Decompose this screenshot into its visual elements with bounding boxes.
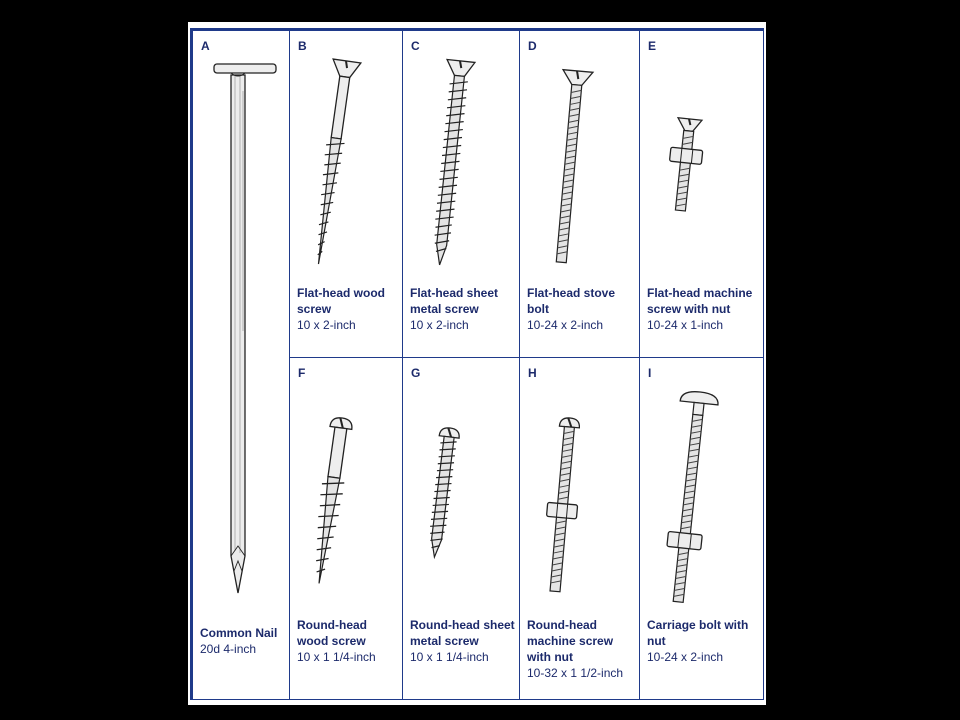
cell-d bbox=[519, 30, 640, 358]
carriage-bolt-with-nut-icon bbox=[640, 358, 765, 618]
flat-head-machine-screw-with-nut-icon bbox=[640, 31, 765, 281]
item-letter: E bbox=[648, 39, 657, 53]
cell-c bbox=[402, 30, 520, 358]
item-name: Flat-head machine screw with nut bbox=[647, 286, 753, 316]
item-letter: I bbox=[648, 366, 652, 380]
item-size: 10 x 2-inch bbox=[297, 318, 356, 332]
item-name: Round-head sheet metal screw bbox=[410, 618, 515, 648]
item-letter: C bbox=[411, 39, 420, 53]
cell-f bbox=[289, 357, 403, 700]
item-caption bbox=[200, 625, 285, 657]
item-caption bbox=[527, 285, 635, 333]
item-letter: H bbox=[528, 366, 537, 380]
item-name: Flat-head sheet metal screw bbox=[410, 286, 499, 316]
item-caption bbox=[527, 617, 635, 681]
item-caption bbox=[410, 285, 515, 333]
common-nail-icon bbox=[193, 31, 291, 631]
round-head-machine-screw-with-nut-icon bbox=[520, 358, 641, 618]
item-size: 20d 4-inch bbox=[200, 642, 257, 656]
item-name: Carriage bolt with nut bbox=[647, 618, 749, 648]
item-size: 10-24 x 2-inch bbox=[527, 318, 604, 332]
item-letter: F bbox=[298, 366, 306, 380]
flat-head-wood-screw-icon bbox=[290, 31, 404, 281]
item-letter: B bbox=[298, 39, 307, 53]
item-name: Flat-head stove bolt bbox=[527, 286, 616, 316]
cell-a bbox=[192, 30, 290, 700]
item-name: Common Nail bbox=[200, 626, 278, 640]
item-name: Round-head machine screw with nut bbox=[527, 618, 614, 664]
item-size: 10-24 x 2-inch bbox=[647, 650, 724, 664]
cell-g bbox=[402, 357, 520, 700]
item-caption bbox=[410, 617, 515, 665]
item-size: 10-24 x 1-inch bbox=[647, 318, 724, 332]
cell-i bbox=[639, 357, 764, 700]
round-head-wood-screw-icon bbox=[290, 358, 404, 618]
item-name: Flat-head wood screw bbox=[297, 286, 385, 316]
flat-head-sheet-metal-screw-icon bbox=[403, 31, 521, 281]
item-size: 10 x 2-inch bbox=[410, 318, 469, 332]
item-name: Round-head wood screw bbox=[297, 618, 367, 648]
item-caption bbox=[297, 617, 398, 665]
item-size: 10 x 1 1/4-inch bbox=[297, 650, 376, 664]
flat-head-stove-bolt-icon bbox=[520, 31, 641, 281]
item-caption bbox=[297, 285, 398, 333]
item-caption bbox=[647, 285, 759, 333]
item-caption bbox=[647, 617, 759, 665]
cell-h bbox=[519, 357, 640, 700]
cell-b bbox=[289, 30, 403, 358]
fastener-chart-frame bbox=[190, 28, 764, 700]
round-head-sheet-metal-screw-icon bbox=[403, 358, 521, 618]
item-letter: G bbox=[411, 366, 421, 380]
item-size: 10 x 1 1/4-inch bbox=[410, 650, 489, 664]
item-size: 10-32 x 1 1/2-inch bbox=[527, 666, 624, 680]
item-letter: A bbox=[201, 39, 210, 53]
item-letter: D bbox=[528, 39, 537, 53]
cell-e bbox=[639, 30, 764, 358]
